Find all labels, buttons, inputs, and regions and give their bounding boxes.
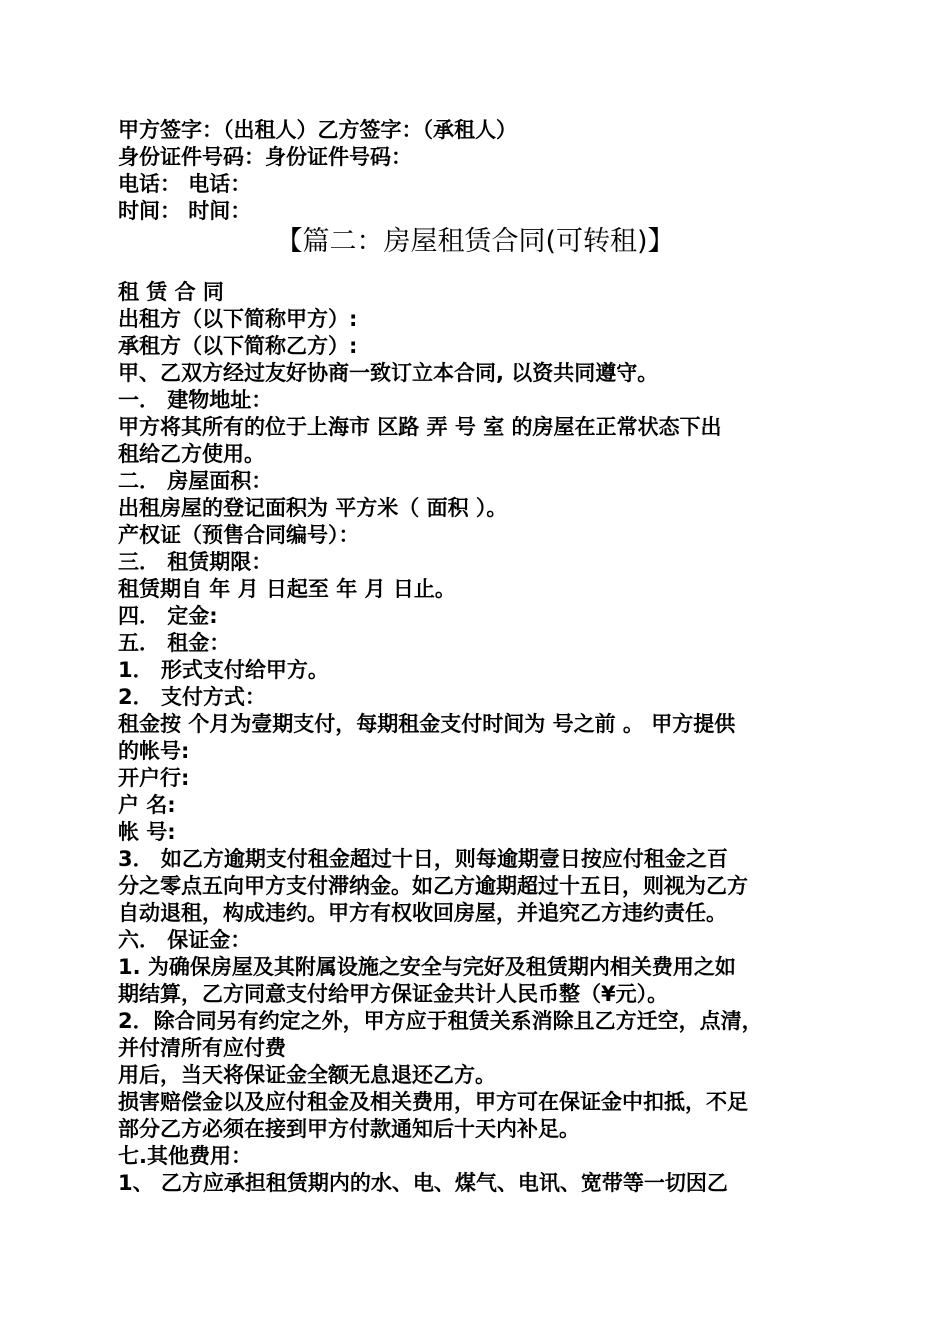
- body-line: 户 名:: [118, 793, 176, 817]
- clause-heading: 六． 保证金：: [118, 928, 252, 952]
- body-line: 损害赔偿金以及应付租金及相关费用，甲方可在保证金中扣抵，不足: [118, 1090, 748, 1114]
- clause-heading: 二． 房屋面积：: [118, 469, 273, 493]
- body-line: 租赁期自 年 月 日起至 年 月 日止。: [118, 577, 456, 601]
- body-line: 开户行:: [118, 766, 190, 790]
- body-line: 的帐号:: [118, 739, 190, 763]
- section-heading: 【篇二：房屋租赁合同(可转租)】: [275, 226, 675, 257]
- phone-line: 电话： 电话：: [118, 172, 252, 196]
- signature-line: 甲方签字：（出租人）乙方签字：（承租人）: [118, 118, 517, 142]
- body-line: 帐 号:: [118, 820, 176, 844]
- clause-heading: 三． 租赁期限：: [118, 550, 273, 574]
- body-line: 3． 如乙方逾期支付租金超过十日，则每逾期壹日按应付租金之百: [118, 847, 728, 871]
- body-line: 甲、乙双方经过友好协商一致订立本合同, 以资共同遵守。: [118, 361, 659, 385]
- body-line: 自动退租，构成违约。甲方有权收回房屋，并追究乙方违约责任。: [118, 901, 727, 925]
- body-line: 承租方（以下简称乙方）:: [118, 334, 358, 358]
- clause-heading: 七.其他费用：: [118, 1144, 252, 1168]
- contract-title: 租 赁 合 同: [118, 280, 224, 304]
- time-line: 时间： 时间：: [118, 199, 252, 223]
- body-line: 出租房屋的登记面积为 平方米（ 面积 ）。: [118, 496, 508, 520]
- body-line: 租给乙方使用。: [118, 442, 265, 466]
- body-line: 租金按 个月为壹期支付，每期租金支付时间为 号之前 。 甲方提供: [118, 712, 736, 736]
- body-line: 1． 形式支付给甲方。: [118, 658, 329, 682]
- body-line: 2．除合同另有约定之外，甲方应于租赁关系消除且乙方迁空，点清，: [118, 1009, 763, 1033]
- clause-heading: 四． 定金:: [118, 604, 218, 628]
- body-line: 部分乙方必须在接到甲方付款通知后十天内补足。: [118, 1117, 580, 1141]
- clause-heading: 五． 租金：: [118, 631, 231, 655]
- body-line: 并付清所有应付费: [118, 1036, 286, 1060]
- body-line: 分之零点五向甲方支付滞纳金。如乙方逾期超过十五日，则视为乙方: [118, 874, 748, 898]
- body-line: 产权证（预售合同编号）：: [118, 523, 360, 547]
- body-line: 1、 乙方应承担租赁期内的水、电、煤气、电讯、宽带等一切因乙: [118, 1171, 728, 1195]
- id-number-line: 身份证件号码：身份证件号码：: [118, 145, 412, 169]
- body-line: 期结算，乙方同意支付给甲方保证金共计人民币整（¥元）。: [118, 982, 669, 1006]
- body-line: 1. 为确保房屋及其附属设施之安全与完好及租赁期内相关费用之如: [118, 955, 736, 979]
- body-line: 用后，当天将保证金全额无息退还乙方。: [118, 1063, 496, 1087]
- body-line: 2． 支付方式：: [118, 685, 266, 709]
- clause-heading: 一． 建物地址：: [118, 388, 273, 412]
- body-line: 甲方将其所有的位于上海市 区路 弄 号 室 的房屋在正常状态下出: [118, 415, 722, 439]
- body-line: 出租方（以下简称甲方）:: [118, 307, 358, 331]
